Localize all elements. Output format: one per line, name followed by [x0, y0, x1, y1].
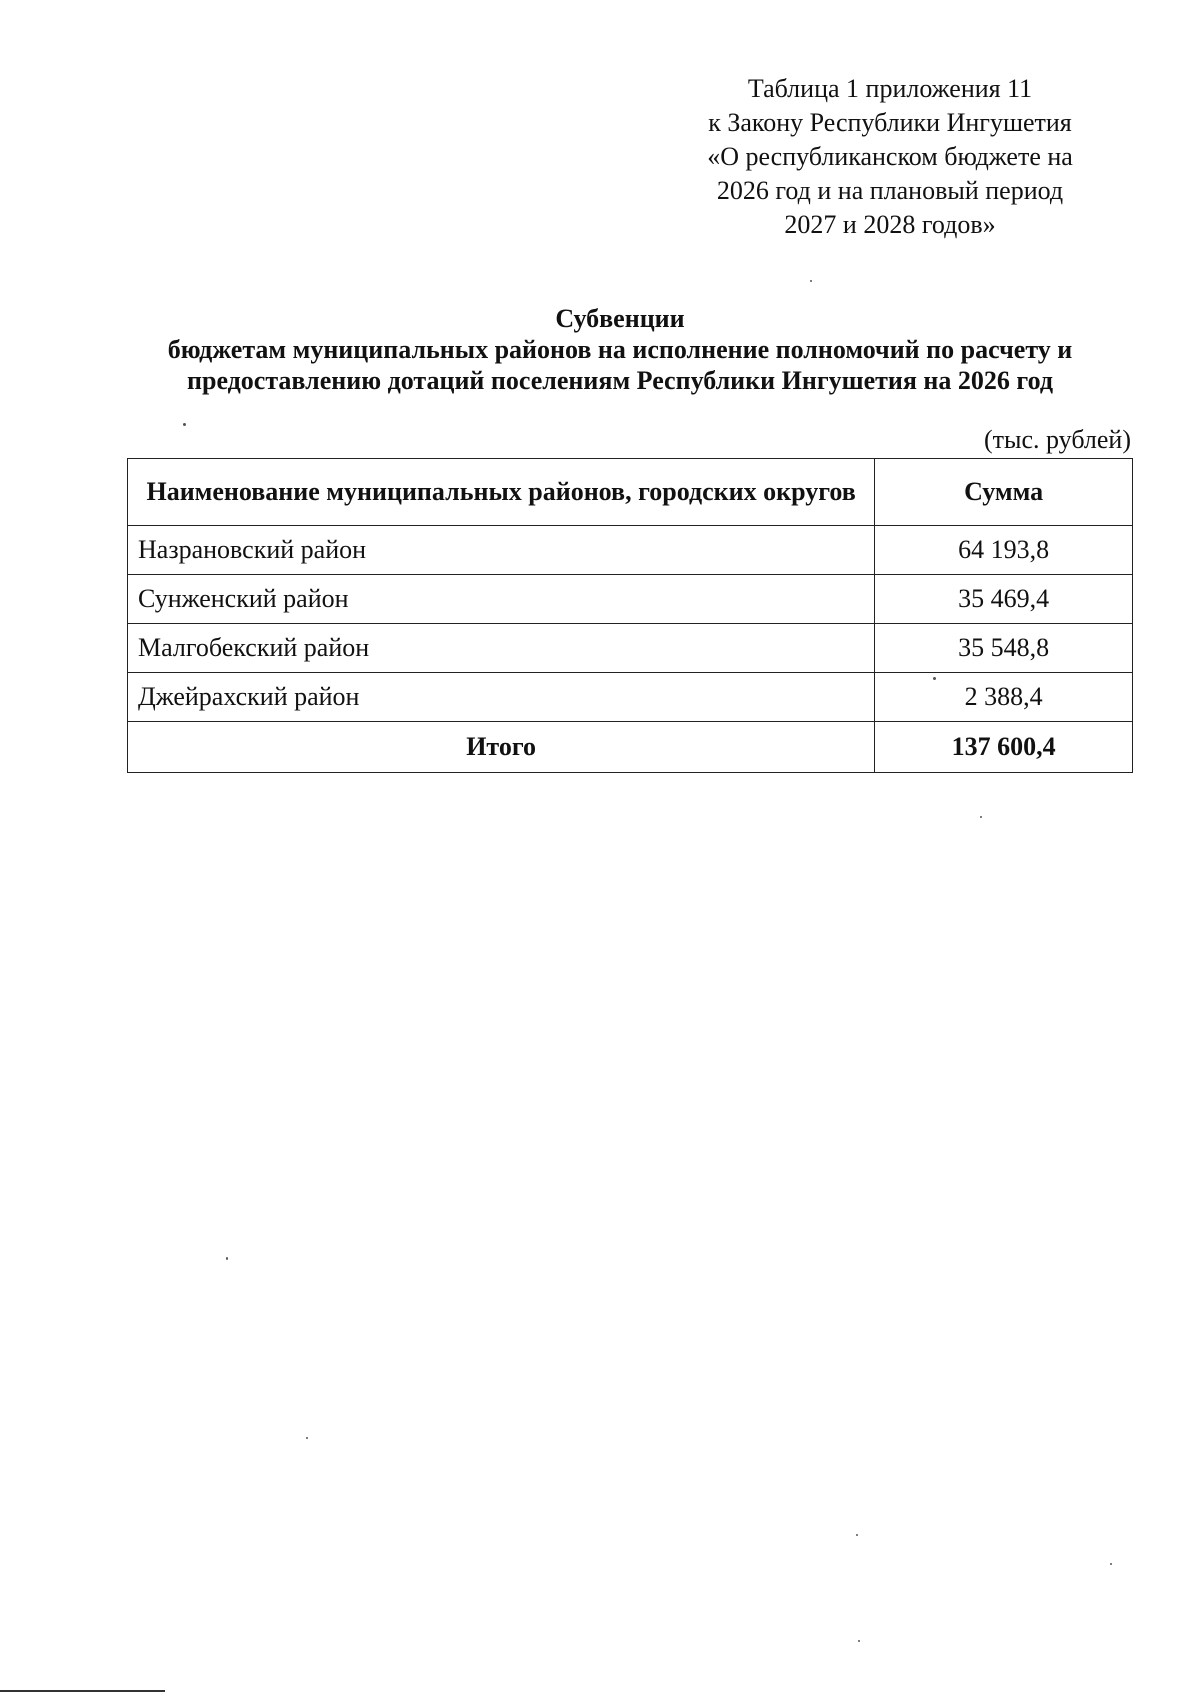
appendix-line: 2027 и 2028 годов» — [784, 210, 996, 239]
table-row — [128, 624, 1133, 673]
subventions-table — [127, 458, 1133, 773]
district-name: Малгобекский район — [128, 624, 875, 673]
scan-speck — [1110, 1563, 1112, 1565]
district-name: Джейрахский район — [128, 673, 875, 722]
appendix-line: Таблица 1 приложения 11 — [747, 74, 1033, 103]
title-line: предоставлению дотаций поселениям Республики Ингушетия на 2026 год — [187, 366, 1053, 395]
district-name: Назрановский район — [128, 526, 875, 575]
district-sum: 2 388,4 — [875, 673, 1133, 722]
total-row — [128, 722, 1133, 773]
table-row — [128, 673, 1133, 722]
appendix-line: «О республиканском бюджете на — [707, 142, 1073, 171]
district-name: Сунженский район — [128, 575, 875, 624]
title-line: бюджетам муниципальных районов на исполнение полномочий по расчету и — [167, 335, 1073, 364]
appendix-line: 2026 год и на плановый период — [716, 176, 1064, 205]
table-header-row — [128, 459, 1133, 526]
scan-speck — [980, 816, 982, 818]
scan-speck — [856, 1534, 858, 1536]
district-sum: 35 469,4 — [875, 575, 1133, 624]
district-sum: 64 193,8 — [875, 526, 1133, 575]
scan-speck — [183, 423, 186, 426]
appendix-line: к Закону Республики Ингушетия — [708, 108, 1072, 137]
scan-speck — [858, 1640, 860, 1642]
column-header-name: Наименование муниципальных районов, городских округов — [128, 459, 875, 526]
total-label: Итого — [128, 722, 875, 773]
column-header-sum: Сумма — [875, 459, 1133, 526]
scan-edge-line — [0, 1690, 165, 1692]
table-row — [128, 575, 1133, 624]
scan-speck — [226, 1257, 228, 1260]
total-sum: 137 600,4 — [875, 722, 1133, 773]
scan-speck — [306, 1437, 308, 1439]
district-sum: 35 548,8 — [875, 624, 1133, 673]
units-note: (тыс. рублей) — [983, 425, 1131, 454]
scan-speck — [810, 280, 812, 282]
scan-speck — [933, 677, 936, 680]
table-row — [128, 526, 1133, 575]
document-title — [100, 303, 1140, 396]
title-line: Субвенции — [555, 304, 685, 333]
appendix-reference — [660, 72, 1120, 242]
